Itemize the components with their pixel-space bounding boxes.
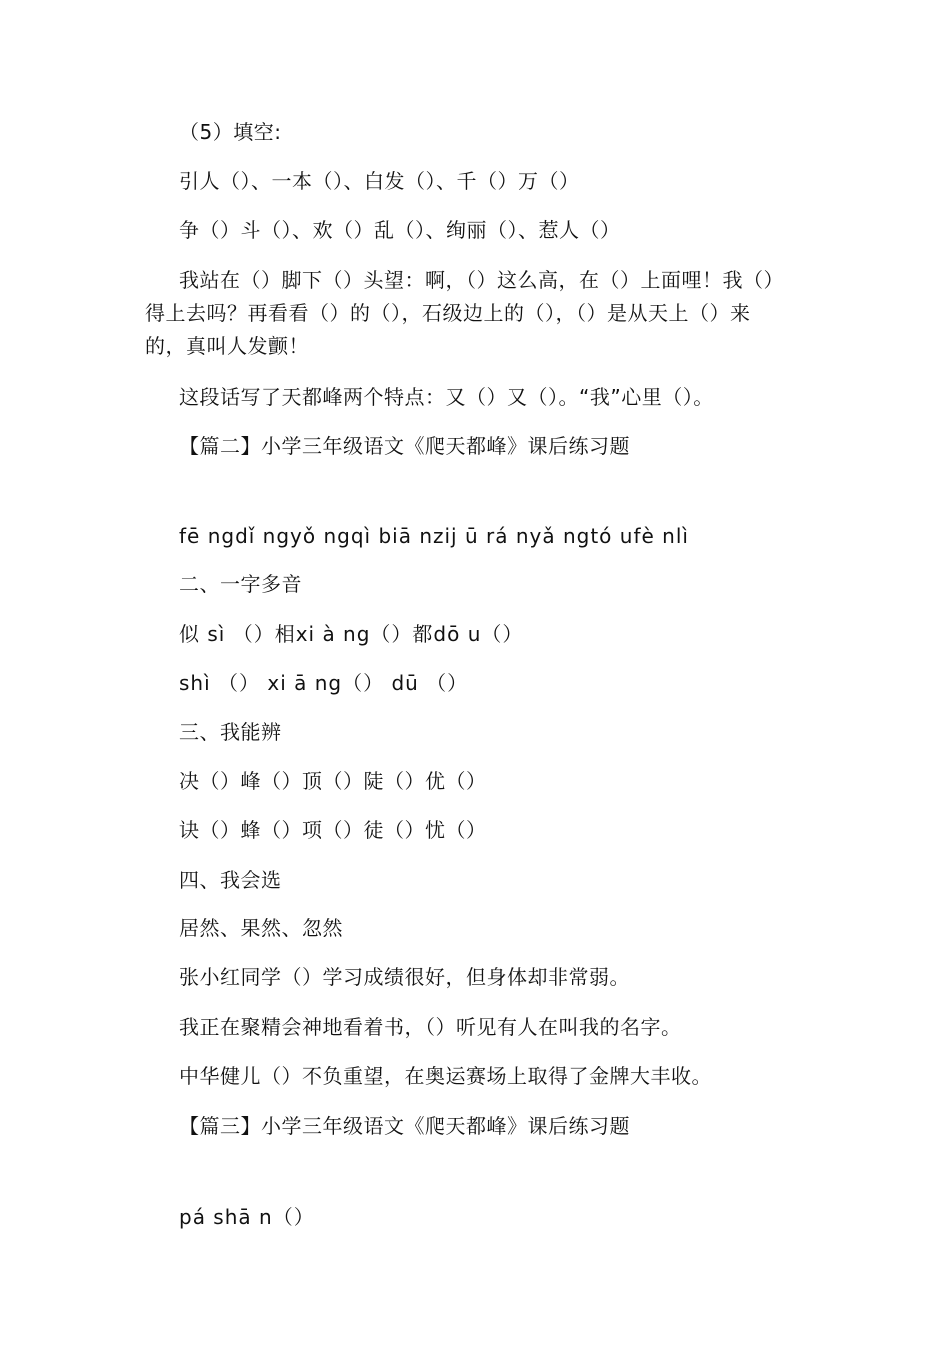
section-title-3: 【篇三】小学三年级语文《爬天都峰》课后练习题 <box>179 1114 630 1138</box>
choice-sentence-1: 张小红同学（）学习成绩很好，但身体却非常弱。 <box>179 965 630 989</box>
word-choices: 居然、果然、忽然 <box>179 916 343 940</box>
pinyin-line: fē ngdǐ ngyǒ ngqì biā nzij ū rá nyǎ ngtó ufè nlì <box>179 524 689 548</box>
fill-blank-heading: （5）填空: <box>179 120 282 144</box>
passage-text: 我站在（）脚下（）头望：啊，（）这么高，在（）上面哩！我（）得上去吗？再看看（）的（），石级边上的（），（）是从天上（）来的，真叫人发颤！ <box>145 268 784 358</box>
exercise-line-1: 引人（）、一本（）、白发（）、千（）万（） <box>179 169 580 193</box>
passage-paragraph <box>145 264 785 363</box>
question-heading-3: 三、我能辨 <box>179 720 282 744</box>
question-heading-4: 四、我会选 <box>179 868 282 892</box>
question-heading-2: 二、一字多音 <box>179 572 302 596</box>
polyphone-line-2: shì （） xi ā ng（） dū （） <box>179 671 469 695</box>
pinyin-line-2: pá shā n（） <box>179 1205 315 1229</box>
exercise-line-2: 争（）斗（）、欢（）乱（）、绚丽（）、惹人（） <box>179 218 621 242</box>
section-title-2: 【篇二】小学三年级语文《爬天都峰》课后练习题 <box>179 434 630 458</box>
distinguish-line-1: 决（）峰（）顶（）陡（）优（） <box>179 769 487 793</box>
summary-line: 这段话写了天都峰两个特点：又（）又（）。“我”心里（）。 <box>179 385 714 409</box>
polyphone-line-1: 似 sì （）相xi à ng（）都dō u（） <box>179 622 524 646</box>
choice-sentence-3: 中华健儿（）不负重望，在奥运赛场上取得了金牌大丰收。 <box>179 1064 712 1088</box>
choice-sentence-2: 我正在聚精会神地看着书，（）听见有人在叫我的名字。 <box>179 1015 682 1039</box>
distinguish-line-2: 诀（）蜂（）项（）徒（）忧（） <box>179 818 487 842</box>
